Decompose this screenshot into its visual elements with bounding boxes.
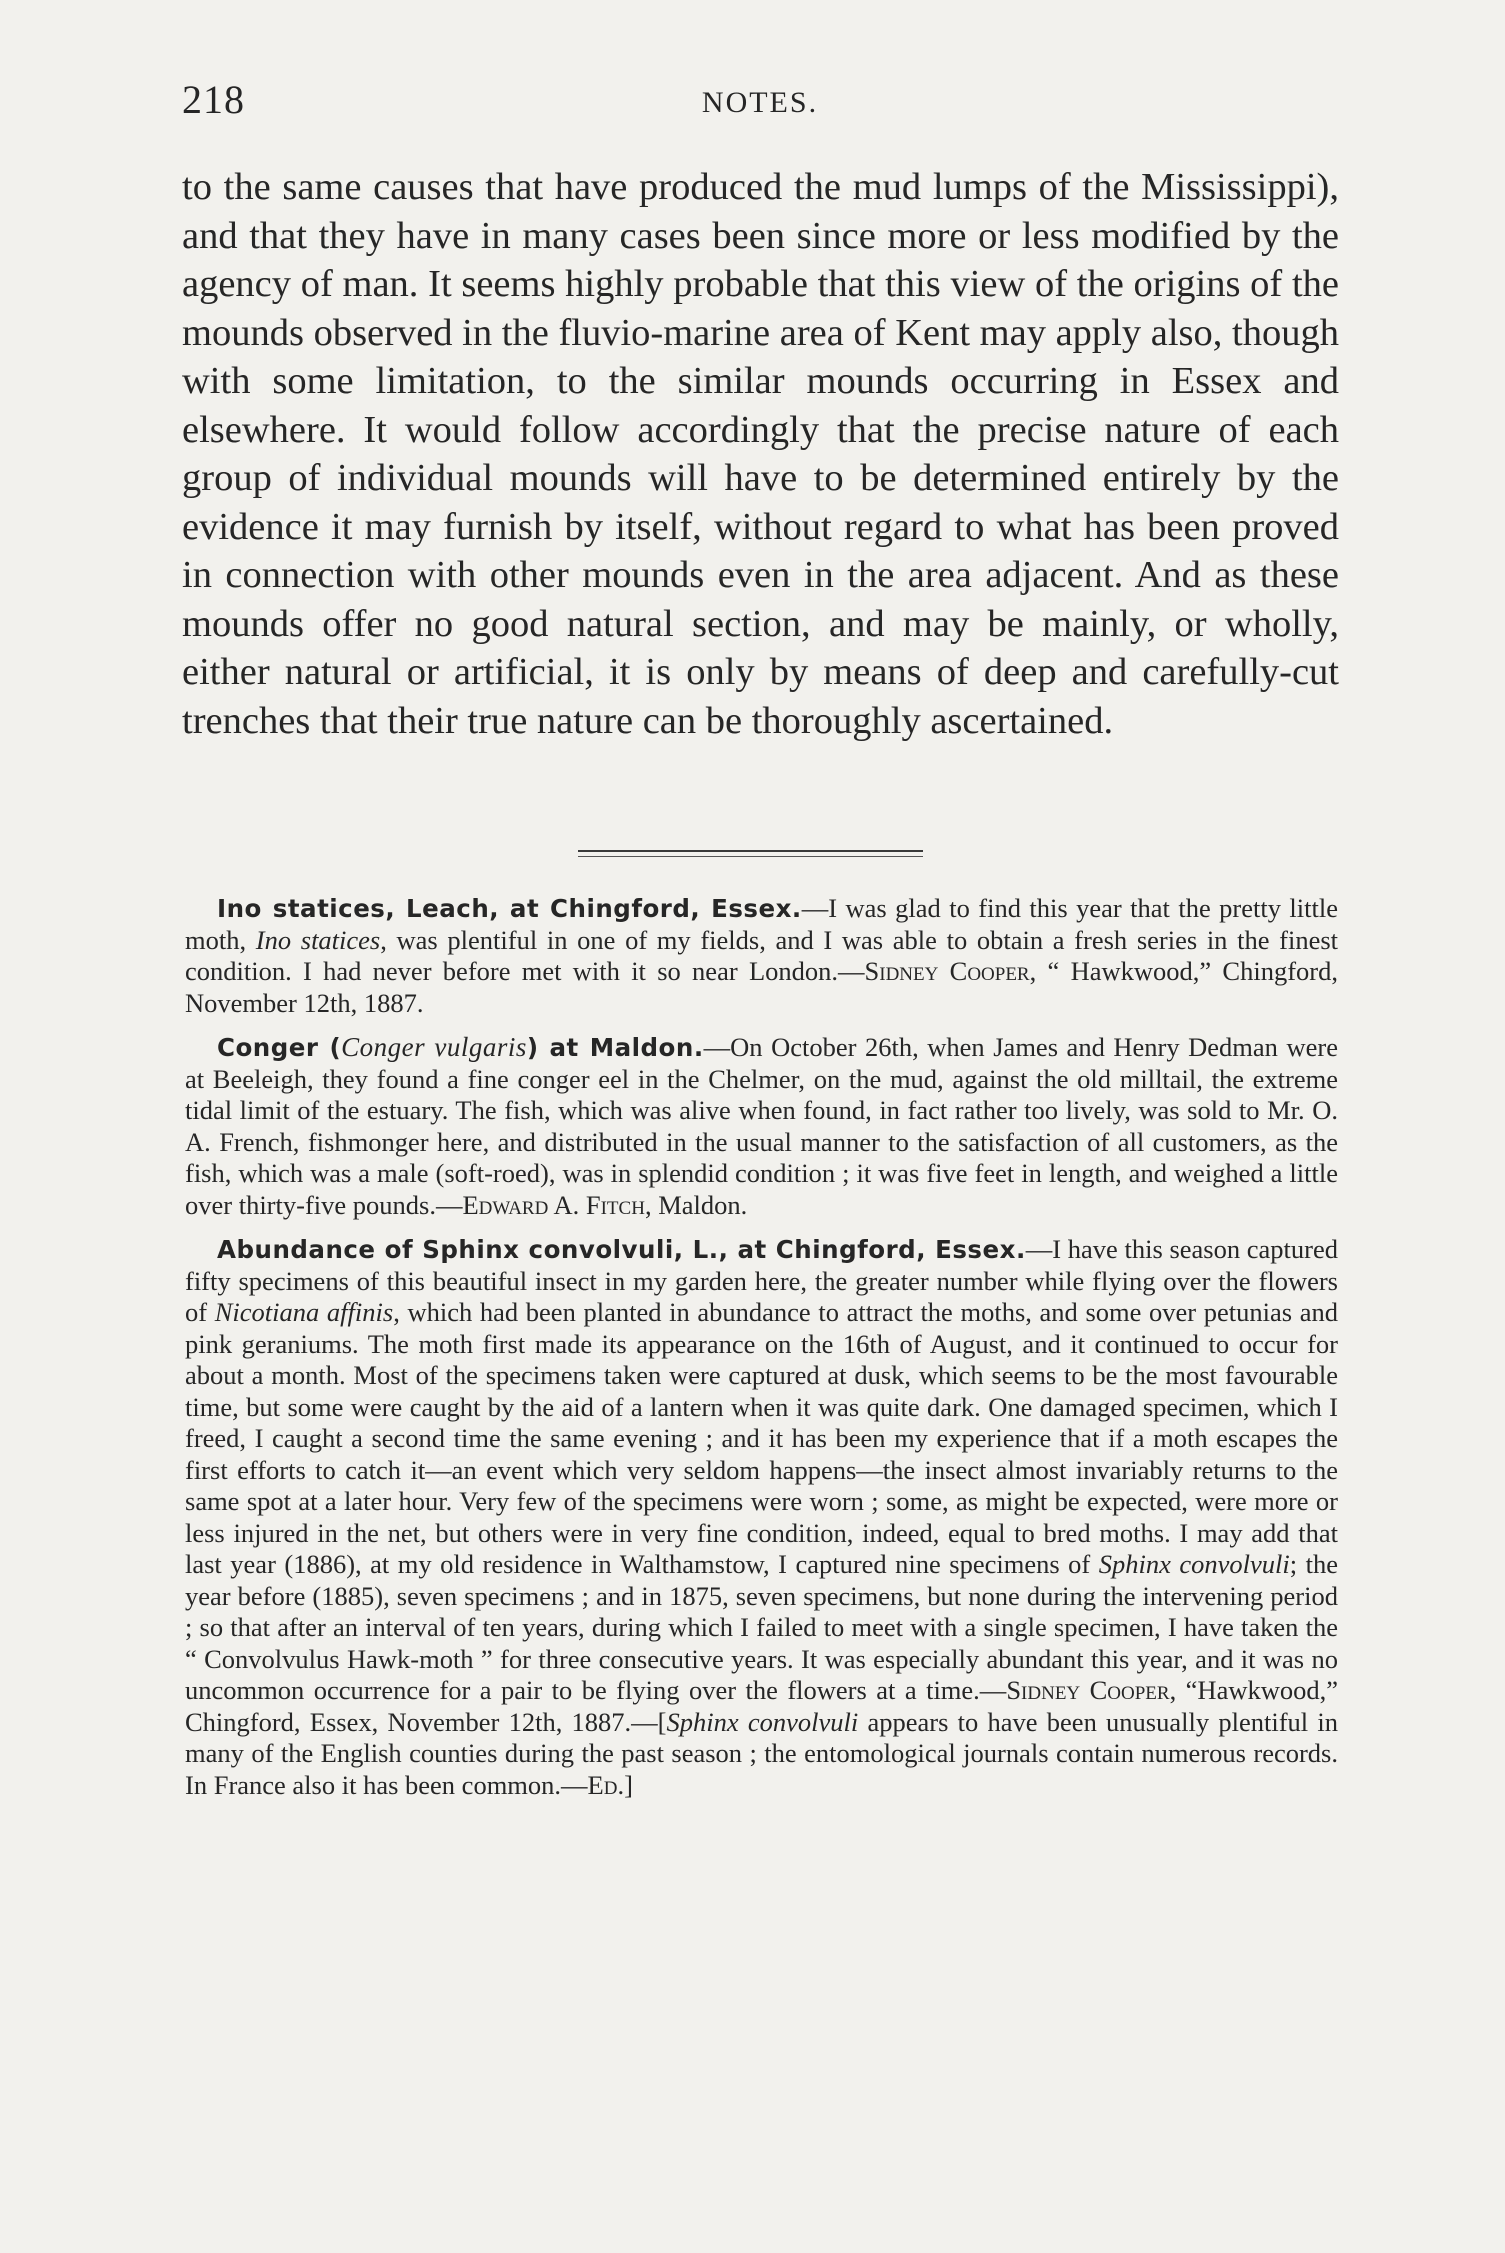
note-author: Sidney Cooper — [864, 956, 1030, 986]
note-conger — [185, 1032, 1338, 1221]
running-head: NOTES. — [701, 86, 819, 119]
note-text: —On October 26th, when James and Henry Dedman were at Beeleigh, they found a fine conger eel in the Chelmer, on the mud, against the old milltail, the extreme tidal limit of the estuary. The fish, which was alive when found, in fact rather too lively, was sold to Mr. O. A. French, fishmonger here, and distributed in the usual manner to the satisfaction of all customers, as the fish, which was a male (soft-roed), was in splendid condition ; it was five feet in length, and weighed a little over thirty-five pounds.— — [185, 1032, 1338, 1220]
note-text: appears to have been unusually plentiful in many of the English counties during the past season ; the entomological journals contain numerous records. In France also it has been common.— — [185, 1706, 1338, 1800]
note-text: ] — [624, 1769, 633, 1800]
main-paragraph: to the same causes that have produced the mud lumps of the Mississippi), and that they have in many cases been since more or less modified by the agency of man. It seems highly probable that this view of the origins of the mounds observed in the fluvio-marine area of Kent may apply also, though with some limitation, to the similar mounds occurring in Essex and elsewhere. It would follow accordingly that the precise nature of each group of individual mounds will have to be determined entirely by the evidence it may furnish by itself, without regard to what has been proved in connection with other mounds even in the area adjacent. And as these mounds offer no good natural section, and may be mainly, or wholly, either natural or artificial, it is only by means of deep and carefully-cut trenches that their true nature can be thoroughly ascertained. — [182, 166, 1339, 742]
note-ino-statices — [185, 893, 1338, 1019]
note-sphinx-convolvuli — [185, 1234, 1338, 1801]
note-text: , was plentiful in one of my fields, and I was able to obtain a fresh series in the finest condition. I had never before met with it so near London.— — [185, 924, 1339, 986]
note-title: Abundance of Sphinx convolvuli, L., at Chingford, Essex. — [217, 1235, 1026, 1264]
note-title-part: Conger ( — [217, 1033, 342, 1062]
note-title — [217, 1033, 704, 1062]
note-text: ; the year before (1885), seven specimens ; and in 1875, seven specimens, but none during the intervening period ; so that after an interval of ten years, during which I failed to meet with a single specimen, I have taken the “ Convolvulus Hawk-moth ” for three consecutive years. It was especially abundant this year, and it was no uncommon occurrence for a pair to be flying over the flowers at a time.— — [185, 1549, 1338, 1705]
species-name: Sphinx convolvuli — [666, 1706, 859, 1737]
species-name: Conger vulgaris — [341, 1032, 527, 1062]
note-text: , “Hawkwood,” Chingford, Essex, November 12th, 1887.—[ — [185, 1675, 1338, 1737]
note-text: , “ Hawkwood,” Chingford, November 12th, 1887. — [185, 956, 1338, 1018]
note-author: Sidney Cooper — [1006, 1675, 1170, 1705]
species-name: Sphinx convolvuli — [1098, 1549, 1290, 1579]
page-header — [180, 76, 1340, 124]
note-title: Ino statices, Leach, at Chingford, Essex. — [217, 894, 802, 923]
page-number: 218 — [182, 77, 245, 122]
note-author: Edward A. Fitch — [462, 1189, 645, 1220]
species-name: Nicotiana affinis — [214, 1297, 394, 1327]
species-name: Ino statices — [255, 924, 381, 955]
editor-mark: Ed. — [587, 1769, 625, 1800]
section-divider — [578, 850, 923, 857]
note-text: —I was glad to find this year that the pretty little moth, — [185, 893, 1338, 955]
notes-section — [185, 893, 1338, 1814]
note-title-part: ) at Maldon. — [526, 1033, 704, 1062]
note-text: —I have this season captured fifty specimens of this beautiful insect in my garden here, the greater number while flying over the flowers of — [185, 1234, 1338, 1327]
note-text: , which had been planted in abundance to attract the moths, and some over petunias and pink geraniums. The moth first made its appearance on the 16th of August, and it continued to occur for about a month. Most of the specimens taken were captured at dusk, which seems to be the most favourable time, but some were caught by the aid of a lantern when it was quite dark. One damaged specimen, which I freed, I caught a second time the same evening ; and it has been my experience that if a moth escapes the first efforts to catch it—an event which very seldom happens—the insect almost invariably returns to the same spot at a later hour. Very few of the specimens were worn ; some, as might be expected, were more or less injured in the net, but others were in very fine condition, indeed, equal to bred moths. I may add that last year (1886), at my old residence in Walthamstow, I captured nine specimens of — [185, 1297, 1339, 1579]
note-text: , Maldon. — [644, 1189, 748, 1220]
